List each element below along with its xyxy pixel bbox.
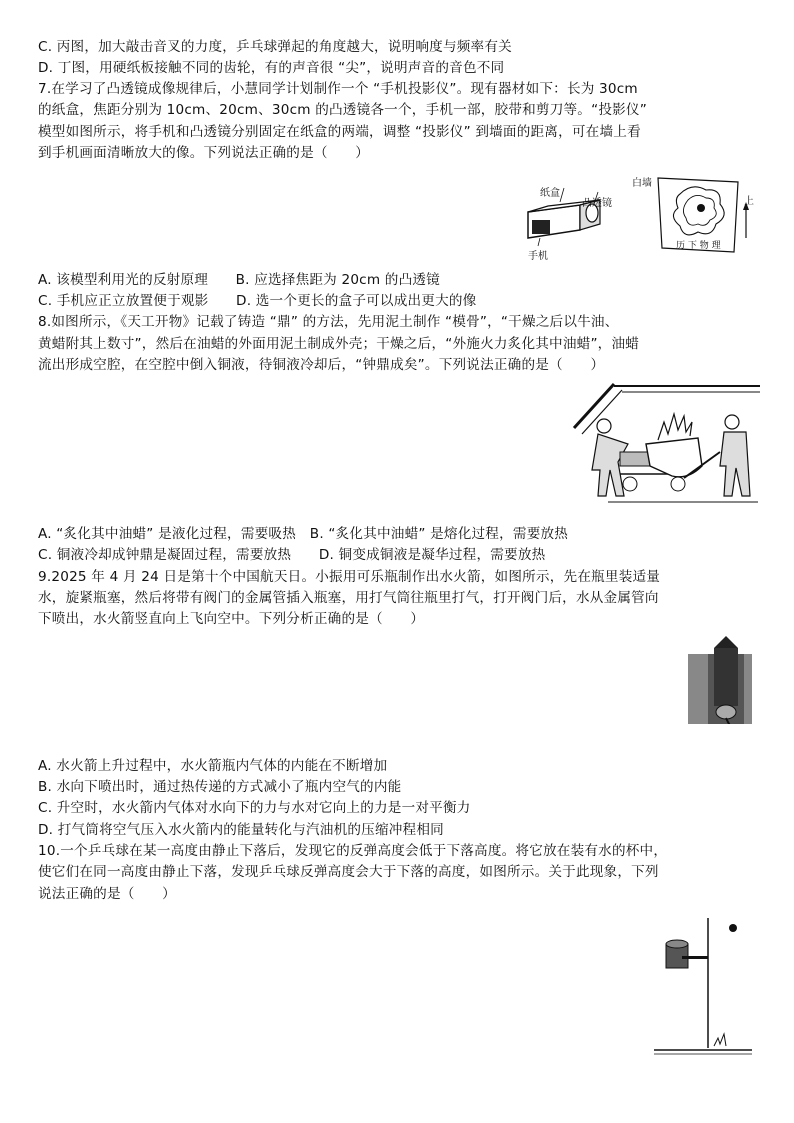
q8-stem-line: 8.如图所示，《天工开物》记载了铸造 “鼎” 的方法，先用泥土制作 “模骨”，“干燥之后以牛油、 [38, 314, 619, 330]
q7-options-cd: C. 手机应正立放置便于观影 D. 选一个更长的盒子可以成出更大的像 [38, 293, 477, 309]
q9-option-a: A. 水火箭上升过程中，水火箭瓶内气体的内能在不断增加 [38, 758, 388, 774]
q8-options-ab: A. “炙化其中油蜡” 是液化过程，需要吸热 B. “炙化其中油蜡” 是熔化过程，需要放热 [38, 526, 569, 542]
q9-stem-line: 9.2025 年 4 月 24 日是第十个中国航天日。小振用可乐瓶制作出水火箭，如图所示，先在瓶里装适量 [38, 569, 661, 585]
wall-label: 白墙 [632, 178, 652, 189]
q7-stem-line: 模型如图所示，将手机和凸透镜分别固定在纸盒的两端，调整 “投影仪” 到墙面的距离，可在墙上看 [38, 124, 641, 140]
q7-stem-line: 到手机画面清晰放大的像。下列说法正确的是（ ） [38, 145, 370, 161]
q9-option-d: D. 打气筒将空气压入水火箭内的能量转化与汽油机的压缩冲程相同 [38, 822, 444, 838]
q8-stem-line: 流出形成空腔，在空腔中倒入铜液，待铜液冷却后，“钟鼎成矣”。下列说法正确的是（ ） [38, 357, 605, 373]
q6-option-d: D. 丁图，用硬纸板接触不同的齿轮，有的声音很 “尖”，说明声音的音色不同 [38, 60, 505, 76]
q9-option-c: C. 升空时，水火箭内气体对水向下的力与水对它向上的力是一对平衡力 [38, 800, 471, 816]
q7-stem-line: 的纸盒，焦距分别为 10cm、20cm、30cm 的凸透镜各一个，手机一部，胶带和剪刀等。“投影仪” [38, 102, 647, 118]
screen-text: 历 下 物 理 [676, 241, 721, 251]
water-rocket-photo [688, 636, 752, 746]
ball-bounce-figure [652, 916, 756, 1058]
q10-stem-line: 说法正确的是（ ） [38, 886, 176, 902]
q8-options-cd: C. 铜液冷却成钟鼎是凝固过程，需要放热 D. 铜变成铜液是凝华过程，需要放热 [38, 547, 546, 563]
q7-stem-line: 7.在学习了凸透镜成像规律后，小慧同学计划制作一个 “手机投影仪”。现有器材如下：长为 30cm [38, 81, 638, 97]
q10-stem-line: 10.一个乒乓球在某一高度由静止下落后，发现它的反弹高度会低于下落高度。将它放在装有水的杯中， [38, 843, 668, 859]
up-label: 上 [744, 196, 754, 207]
phone-label: 手机 [528, 251, 548, 262]
q9-stem-line: 下喷出，水火箭竖直向上飞向空中。下列分析正确的是（ ） [38, 611, 425, 627]
q9-option-b: B. 水向下喷出时，通过热传递的方式减小了瓶内空气的内能 [38, 779, 402, 795]
q8-stem-line: 黄蜡附其上数寸”，然后在油蜡的外面用泥土制成外壳；干燥之后，“外施火力炙化其中油蜡”，油蜡 [38, 336, 640, 352]
lens-label: 凸透镜 [582, 198, 612, 209]
q10-stem-line: 使它们在同一高度由静止下落，发现乒乓球反弹高度会大于下落的高度，如图所示。关于此现象，下列 [38, 864, 659, 880]
casting-illustration [568, 382, 764, 510]
q9-stem-line: 水，旋紧瓶塞，然后将带有阀门的金属管插入瓶塞，用打气筒往瓶里打气，打开阀门后，水从金属管向 [38, 590, 659, 606]
q6-option-c: C. 丙图，加大敲击音叉的力度，乒乓球弹起的角度越大，说明响度与频率有关 [38, 39, 512, 55]
box-label: 纸盒 [540, 188, 560, 199]
projector-figure [520, 172, 760, 264]
q7-options-ab: A. 该模型利用光的反射原理 B. 应选择焦距为 20cm 的凸透镜 [38, 272, 440, 288]
